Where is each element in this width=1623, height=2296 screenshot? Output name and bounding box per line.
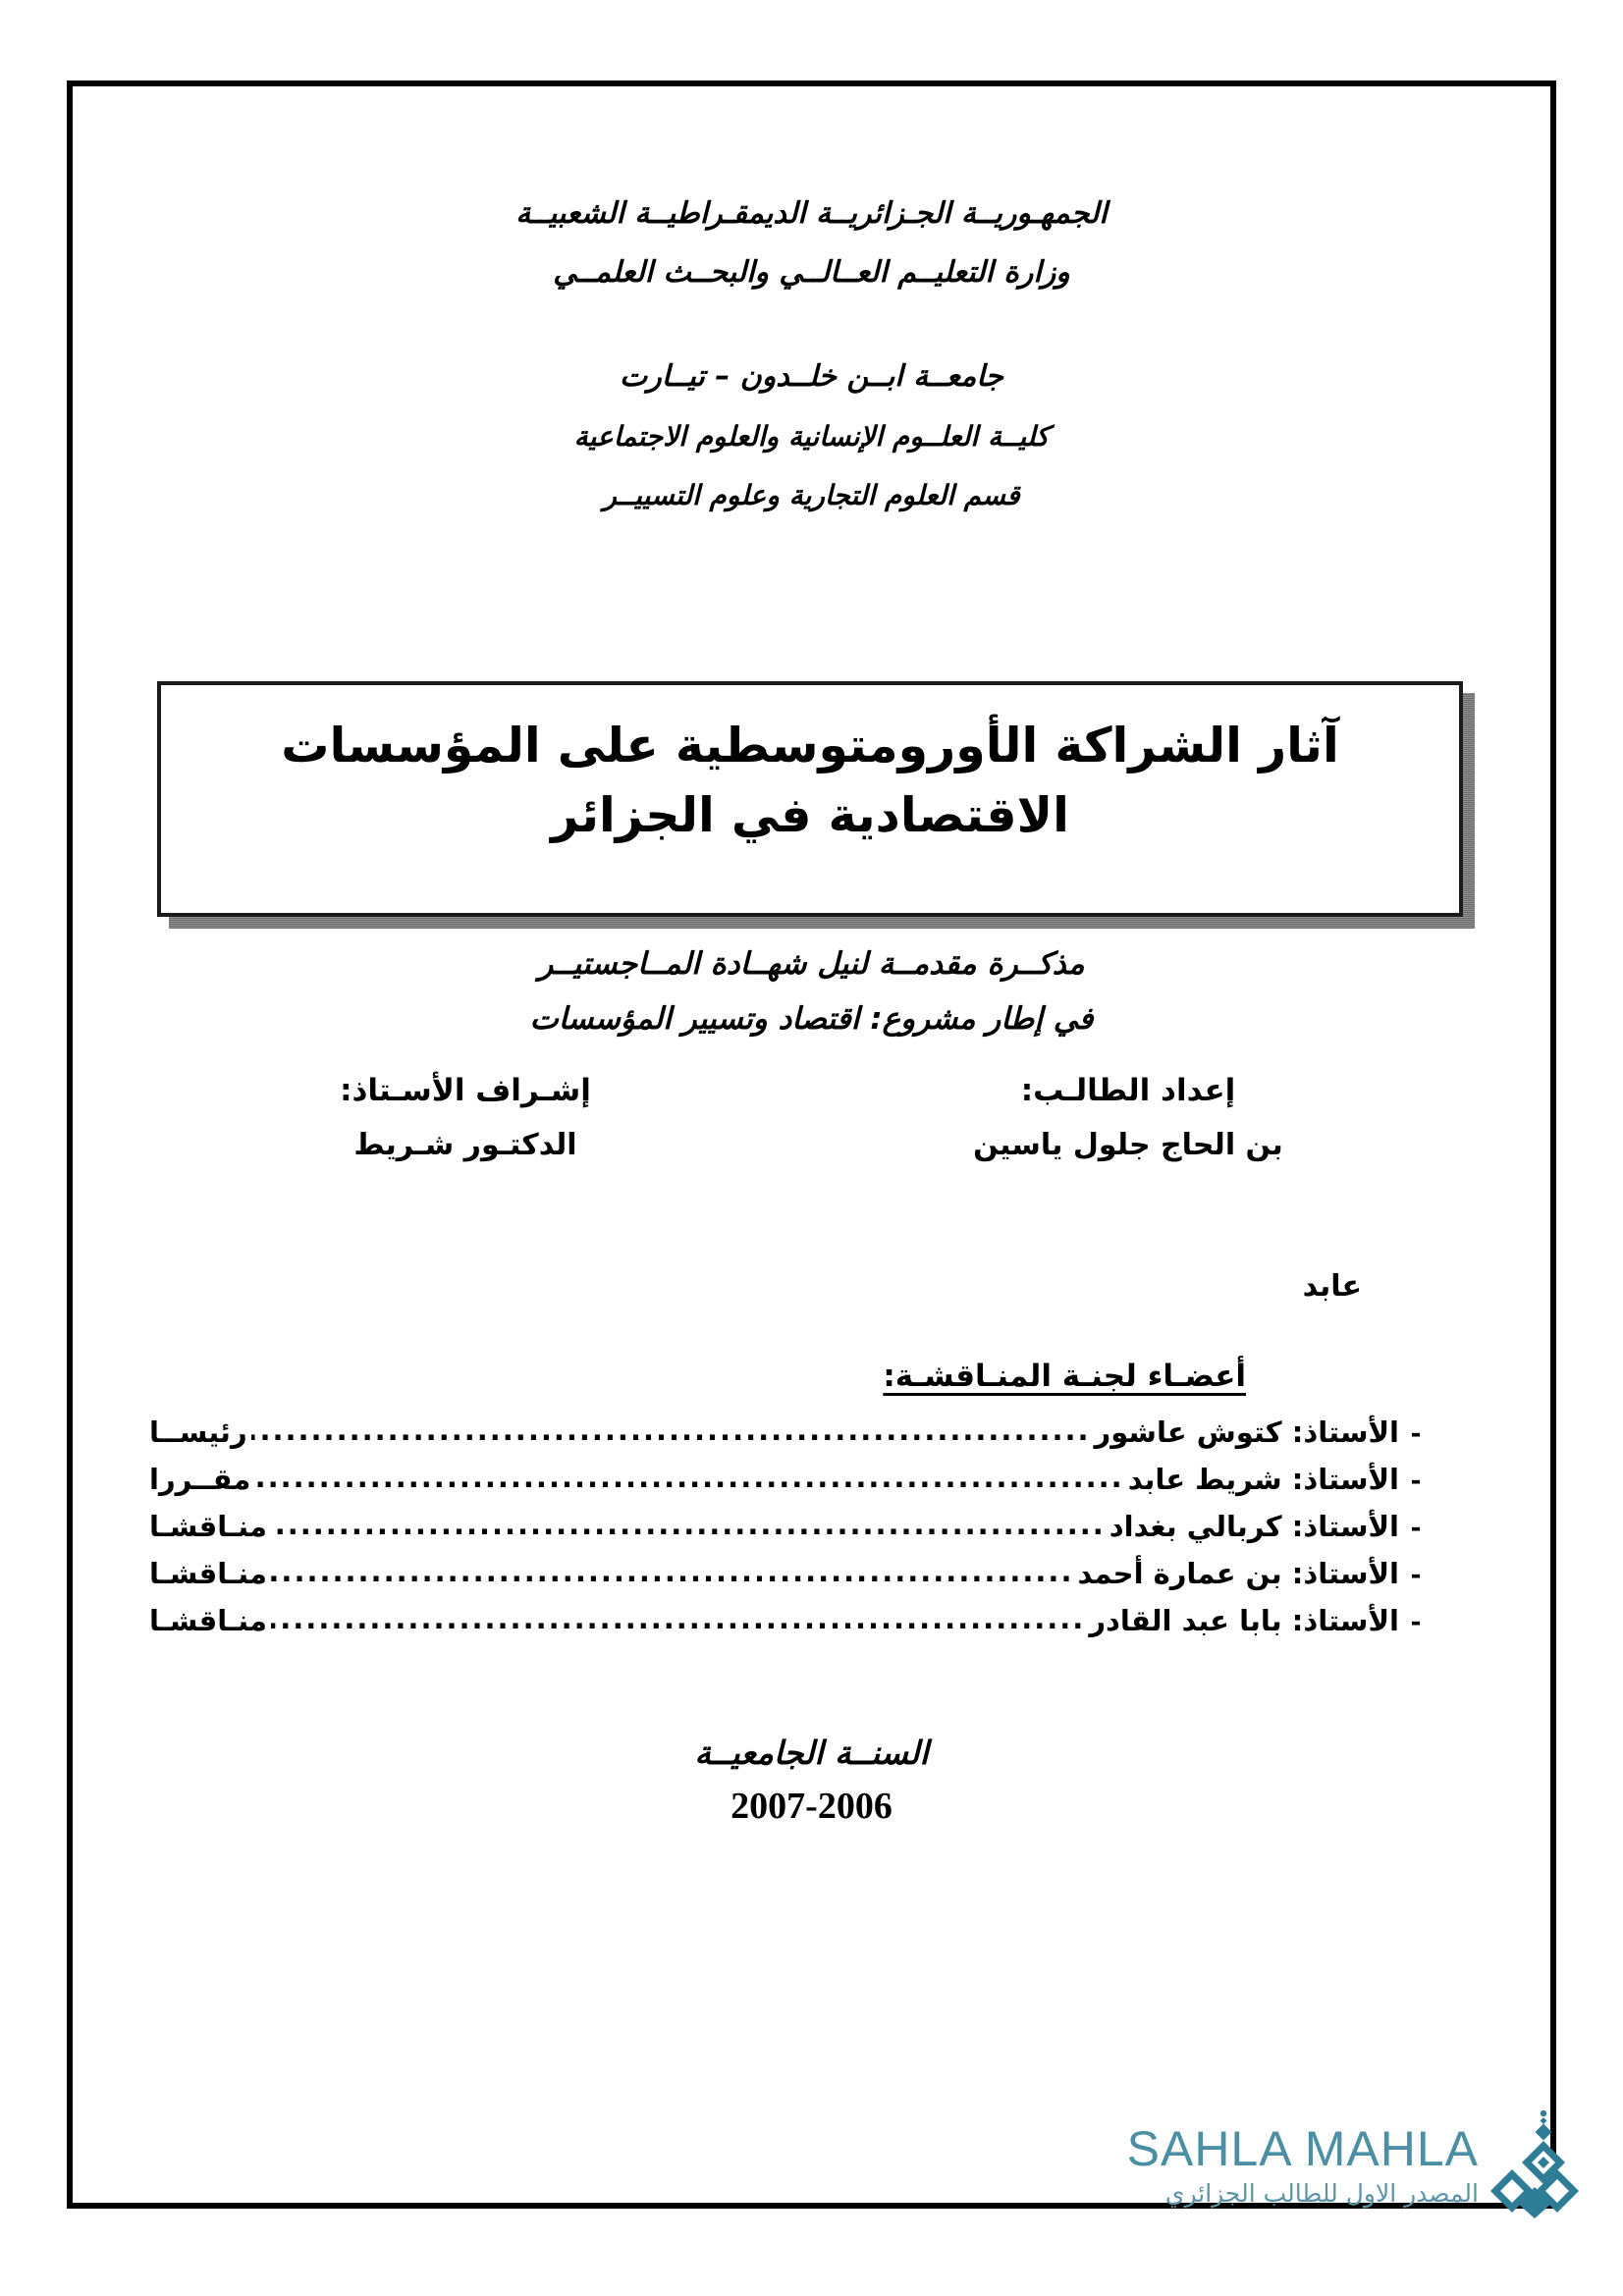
author-name: بن الحاج جلول ياسين — [973, 1128, 1283, 1162]
jury-row — [143, 1508, 1433, 1555]
supervisor-column — [259, 1073, 672, 1162]
jury-row — [143, 1602, 1433, 1649]
jury-member-name: الأستاذ: كتوش عاشور — [1094, 1415, 1399, 1449]
jury-bullet-icon: - — [1410, 1561, 1422, 1590]
thesis-project-line: في إطار مشروع: اقتصاد وتسيير المؤسسات — [529, 1001, 1094, 1037]
author-label: إعداد الطالـب: — [1020, 1073, 1236, 1108]
jury-dot-leader — [271, 1508, 1106, 1536]
page-content — [73, 86, 1550, 2203]
jury-bullet-icon: - — [1410, 1608, 1422, 1637]
faculty-name: كليــة العلــوم الإنسانية والعلوم الاجتماعية — [573, 420, 1050, 453]
jury-member-role: مقــررا — [149, 1463, 251, 1496]
jury-list — [143, 1414, 1433, 1649]
title-box — [157, 681, 1463, 917]
jury-dot-leader — [271, 1555, 1074, 1583]
jury-member-role: منـاقشـا — [149, 1510, 267, 1543]
jury-bullet-icon: - — [1410, 1514, 1422, 1543]
jury-dot-leader — [271, 1602, 1085, 1630]
jury-row — [143, 1461, 1433, 1508]
author-name-continuation: عابد — [1302, 1269, 1362, 1304]
jury-member-role: رئيســا — [149, 1415, 247, 1449]
jury-dot-leader — [254, 1461, 1123, 1489]
thesis-degree-line: مذكــرة مقدمــة لنيل شهــادة المــاجستيــر — [538, 946, 1085, 982]
jury-member-name: الأستاذ: بابا عبد القادر — [1089, 1604, 1399, 1637]
page-border-frame — [67, 80, 1556, 2209]
jury-member-name: الأستاذ: شريط عابد — [1127, 1463, 1399, 1496]
jury-bullet-icon: - — [1410, 1419, 1422, 1449]
academic-year-label: السنــة الجامعيــة — [694, 1734, 929, 1772]
jury-heading: أعضـاء لجنـة المنـاقشـة: — [883, 1359, 1246, 1394]
jury-bullet-icon: - — [1410, 1467, 1422, 1496]
author-column — [922, 1073, 1334, 1162]
academic-year-value: 2007-2006 — [730, 1786, 893, 1827]
jury-row — [143, 1414, 1433, 1461]
jury-member-role: منـاقشـا — [149, 1604, 267, 1637]
jury-member-role: منـاقشـا — [149, 1557, 267, 1590]
jury-dot-leader — [251, 1414, 1091, 1442]
university-name: جامعــة ابــن خلــدون – تيــارت — [620, 359, 1003, 394]
watermark-title: SAHLA MAHLA — [1126, 2121, 1479, 2176]
supervisor-label: إشـراف الأسـتاذ: — [340, 1073, 591, 1108]
jury-row — [143, 1555, 1433, 1602]
jury-member-name: الأستاذ: كربالي بغداد — [1109, 1510, 1399, 1543]
republic-heading: الجمهـوريــة الجـزائريــة الديمقـراطيــة الشعبيــة — [515, 196, 1108, 231]
watermark-subtitle: المصدر الاول للطالب الجزائري — [1164, 2179, 1479, 2208]
thesis-title: آثار الشراكة الأورومتوسطية على المؤسسات الاقتصادية في الجزائر — [281, 718, 1339, 844]
people-block — [112, 1073, 1511, 1269]
supervisor-name: الدكتـور شـريط — [353, 1128, 577, 1162]
department-name: قسم العلوم التجارية وعلوم التسييــر — [603, 479, 1020, 511]
ministry-heading: وزارة التعليــم العــالــي والبحــث العلمــي — [553, 255, 1070, 290]
jury-member-name: الأستاذ: بن عمارة أحمد — [1077, 1557, 1399, 1590]
